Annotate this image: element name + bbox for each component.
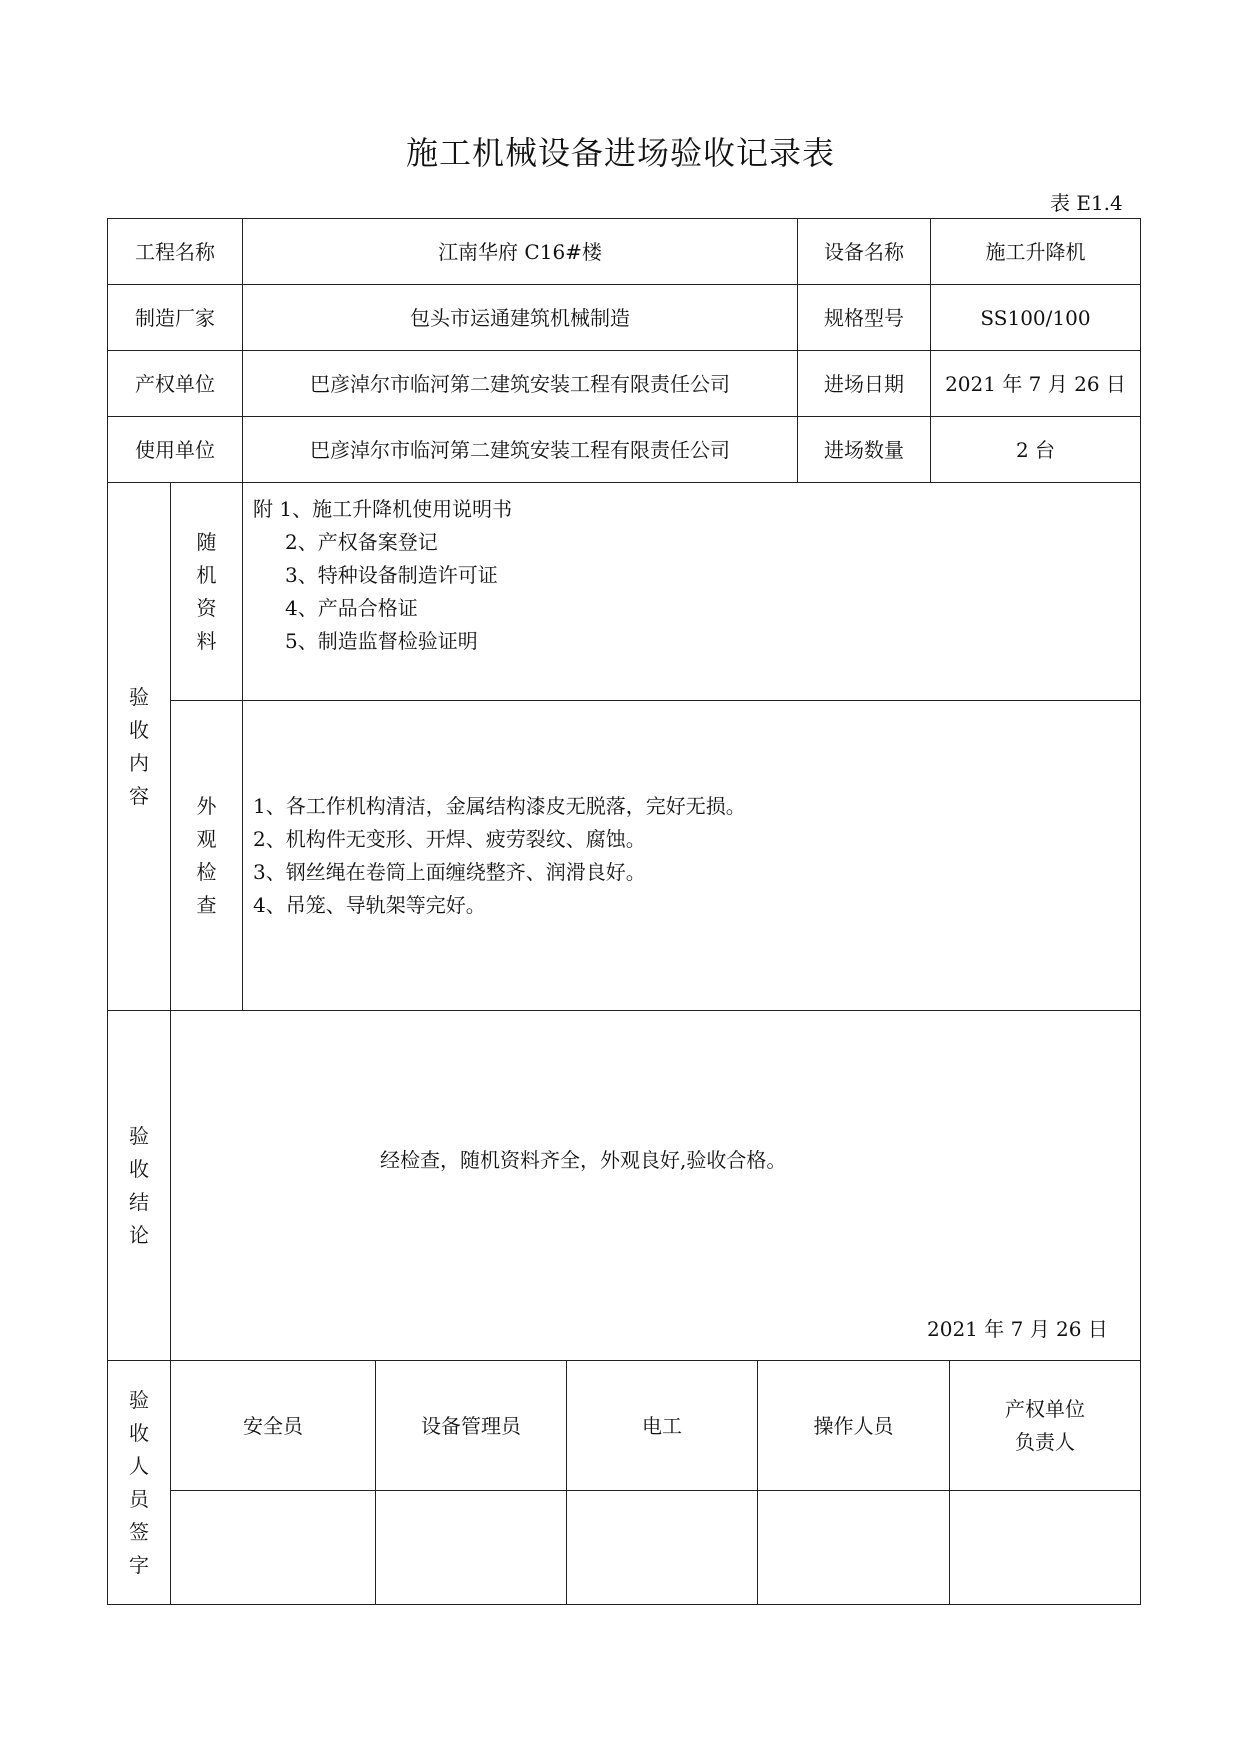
appearance-label: 外 观 检 查 <box>170 700 243 1011</box>
signature-field-safety-officer[interactable] <box>170 1490 376 1605</box>
role-safety-officer: 安全员 <box>170 1360 376 1491</box>
role-electrician: 电工 <box>566 1360 758 1491</box>
model-value: SS100/100 <box>930 284 1141 351</box>
documents-label: 随 机 资 料 <box>170 482 243 701</box>
list-item: 3、特种设备制造许可证 <box>285 563 498 587</box>
manufacturer-label: 制造厂家 <box>107 284 243 351</box>
user-unit-value: 巴彦淖尔市临河第二建筑安装工程有限责任公司 <box>242 416 798 483</box>
list-item: 2、机构件无变形、开焊、疲劳裂纹、腐蚀。 <box>253 826 646 851</box>
equipment-name-label: 设备名称 <box>797 218 931 285</box>
conclusion-box <box>170 1010 1141 1361</box>
owner-value: 巴彦淖尔市临河第二建筑安装工程有限责任公司 <box>242 350 798 417</box>
quantity-value: 2 台 <box>930 416 1141 483</box>
conclusion-label: 验 收 结 论 <box>107 1010 171 1361</box>
document-title: 施工机械设备进场验收记录表 <box>405 134 835 172</box>
manufacturer-value: 包头市运通建筑机械制造 <box>242 284 798 351</box>
project-name-label: 工程名称 <box>107 218 243 285</box>
signature-field-operator[interactable] <box>757 1490 950 1605</box>
signatures-label: 验 收 人 员 签 字 <box>107 1360 171 1605</box>
form-code: 表 E1.4 <box>1050 191 1123 215</box>
owner-label: 产权单位 <box>107 350 243 417</box>
documents-list <box>242 482 1141 701</box>
entry-date-label: 进场日期 <box>797 350 931 417</box>
conclusion-date: 2021 年 7 月 26 日 <box>927 1317 1108 1341</box>
acceptance-content-label: 验 收 内 容 <box>107 482 171 1011</box>
appearance-list <box>242 700 1141 1011</box>
conclusion-text: 经检查，随机资料齐全，外观良好,验收合格。 <box>380 1148 787 1172</box>
role-operator: 操作人员 <box>757 1360 950 1491</box>
list-item: 4、产品合格证 <box>285 596 418 620</box>
role-equipment-manager: 设备管理员 <box>375 1360 567 1491</box>
user-unit-label: 使用单位 <box>107 416 243 483</box>
signature-field-equipment-manager[interactable] <box>375 1490 567 1605</box>
model-label: 规格型号 <box>797 284 931 351</box>
list-item: 1、各工作机构清洁，金属结构漆皮无脱落，完好无损。 <box>253 793 746 818</box>
list-item: 5、制造监督检验证明 <box>285 629 478 653</box>
list-item: 2、产权备案登记 <box>285 530 438 554</box>
project-name-value: 江南华府 C16#楼 <box>242 218 798 285</box>
role-owner-responsible: 产权单位 负责人 <box>949 1360 1141 1491</box>
equipment-name-value: 施工升降机 <box>930 218 1141 285</box>
signature-field-electrician[interactable] <box>566 1490 758 1605</box>
signature-field-owner-responsible[interactable] <box>949 1490 1141 1605</box>
list-item: 附 1、施工升降机使用说明书 <box>253 497 513 521</box>
entry-date-value: 2021 年 7 月 26 日 <box>930 350 1141 417</box>
list-item: 3、钢丝绳在卷筒上面缠绕整齐、润滑良好。 <box>253 859 646 884</box>
list-item: 4、吊笼、导轨架等完好。 <box>253 892 486 917</box>
quantity-label: 进场数量 <box>797 416 931 483</box>
